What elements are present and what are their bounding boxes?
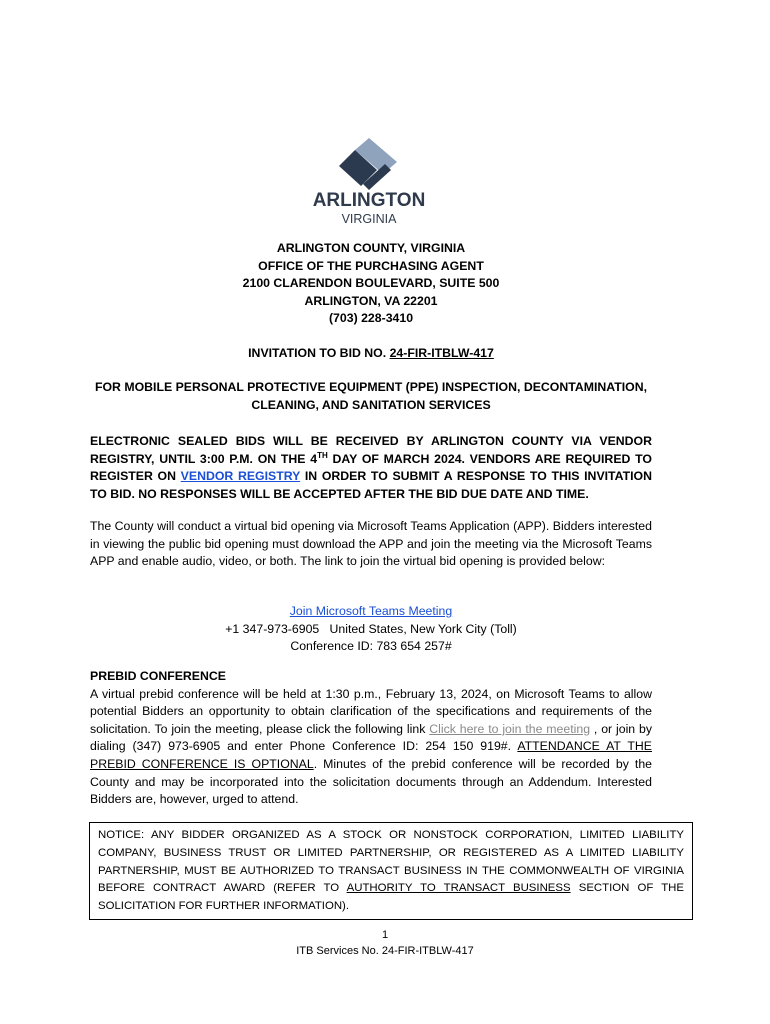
invitation-title	[90, 345, 652, 363]
electronic-text-2: DAY OF MARCH 2024. VENDORS ARE REQUIRED TO REGISTER ON	[90, 451, 652, 484]
header-line-street: 2100 CLARENDON BOULEVARD, SUITE 500	[242, 276, 500, 291]
prebid-heading: PREBID CONFERENCE	[90, 669, 226, 683]
invitation-number: 24-FIR-ITBLW-417	[389, 346, 494, 360]
bid-subject	[80, 379, 662, 414]
bid-opening-paragraph	[90, 518, 652, 571]
prebid-text-2: , or join by dialing (347) 973-6905 and enter Phone Conference ID: 254 150 919#.	[90, 721, 652, 754]
prebid-optional-notice: ATTENDANCE AT THE PREBID CONFERENCE IS OPTIONAL	[90, 739, 652, 771]
notice-text-2: SECTION OF THE SOLICITATION FOR FURTHER INFORMATION).	[98, 882, 684, 913]
ordinal-suffix: TH	[317, 450, 328, 460]
header-line-office: OFFICE OF THE PURCHASING AGENT	[258, 258, 484, 273]
notice-text-1: NOTICE: ANY BIDDER ORGANIZED AS A STOCK OR NONSTOCK CORPORATION, LIMITED LIABILITY COMPANY, BUSINESS TRUST OR LIMITED PARTNERSHIP, OR REGISTERED AS A LIMITED LIABILITY PARTNERSHIP, MUST BE AUTHORIZED TO TRANSACT BUSINESS IN THE COMMONWEALTH OF VIRGINIA BEFORE CONTRACT AWARD (REFER TO	[98, 829, 684, 895]
arlington-logo-icon	[303, 134, 435, 230]
electronic-bid-paragraph	[90, 433, 652, 503]
subject-line-1: FOR MOBILE PERSONAL PROTECTIVE EQUIPMENT (PPE) INSPECTION, DECONTAMINATION,	[94, 380, 648, 394]
bid-opening-text: The County will conduct a virtual bid opening via Microsoft Teams Application (APP). Bidders interested in viewing the public bid opening must download the APP and join the meeting via the Microsoft Teams APP and enable audio, video, or both. The link to join the virtual bid opening is provided below:	[90, 519, 652, 569]
meeting-phone: +1 347-973-6905 United States, New York City (Toll)	[225, 621, 517, 636]
header-line-phone: (703) 228-3410	[328, 311, 414, 326]
electronic-text-3: IN ORDER TO SUBMIT A RESPONSE TO THIS INVITATION TO BID. NO RESPONSES WILL BE ACCEPTED AFTER THE BID DUE DATE AND TIME.	[90, 469, 652, 501]
join-teams-meeting-link[interactable]: Join Microsoft Teams Meeting	[289, 604, 453, 618]
subject-line-2: CLEANING, AND SANITATION SERVICES	[251, 397, 491, 412]
invitation-prefix: INVITATION TO BID NO.	[248, 346, 390, 360]
logo-name: ARLINGTON	[312, 190, 426, 211]
meeting-conference-id: Conference ID: 783 654 257#	[290, 639, 452, 654]
teams-meeting-info	[90, 603, 652, 656]
header-line-county: ARLINGTON COUNTY, VIRGINIA	[276, 241, 466, 255]
page-number: 1	[381, 929, 389, 941]
authorization-notice-box	[89, 822, 693, 920]
logo-sub: VIRGINIA	[341, 212, 397, 226]
prebid-join-link[interactable]: Click here to join the meeting	[429, 721, 591, 736]
prebid-text-3: . Minutes of the prebid conference will be recorded by the County and may be incorporated into the solicitation documents through an Addendum. Interested Bidders are, however, urged to attend.	[90, 756, 652, 807]
arlington-logo	[303, 134, 435, 230]
prebid-text-1: A virtual prebid conference will be held at 1:30 p.m., February 13, 2024, on Microsoft Teams to allow potential Bidders an opportunity to obtain clarification of the specifications and requirements of the solicitation. To join the meeting, please click the following link	[90, 686, 652, 736]
vendor-registry-link[interactable]: VENDOR REGISTRY	[180, 469, 301, 484]
notice-authority-reference: AUTHORITY TO TRANSACT BUSINESS	[346, 882, 571, 895]
header-line-city: ARLINGTON, VA 22201	[304, 293, 438, 308]
prebid-paragraph	[90, 686, 652, 809]
footer-reference: ITB Services No. 24-FIR-ITBLW-417	[296, 945, 474, 957]
electronic-text-1: ELECTRONIC SEALED BIDS WILL BE RECEIVED BY ARLINGTON COUNTY VIA VENDOR REGISTRY, UNTIL 3:00 P.M. ON THE 4	[90, 434, 652, 466]
prebid-section	[90, 668, 652, 809]
address-header	[90, 240, 652, 328]
